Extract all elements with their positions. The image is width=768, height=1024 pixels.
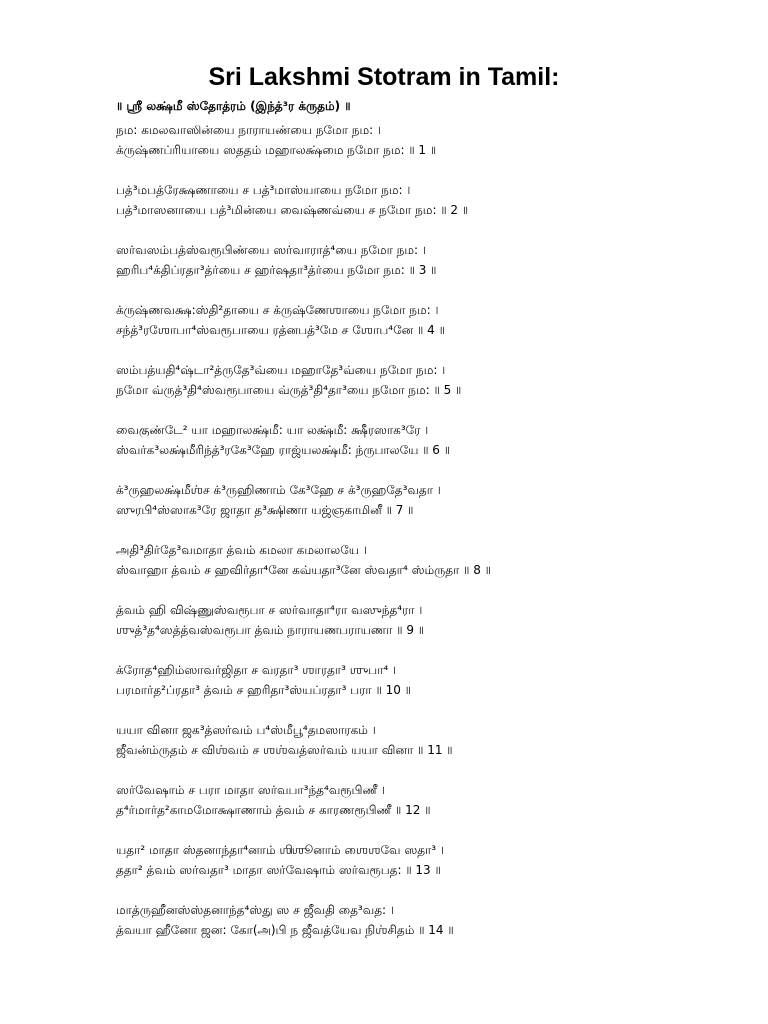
verse-line: ஸர்வேஷாம் ச பரா மாதா ஸர்வபா³ந்த⁴வரூபிணீ । (116, 783, 385, 797)
verse-line: க்ருஷ்ணப்ரியாயை ஸததம் மஹாலக்ஷ்மை நமோ நம: ॥ 1 ॥ (116, 143, 437, 157)
verse-11 (116, 720, 736, 780)
verse-line: க்³ருஹலக்ஷ்மீஶ்ச க்³ருஹிணாம் கே³ஹே ச க்³ருஹதே³வதா । (116, 483, 441, 497)
verse-line: வைகுண்டே² யா மஹாலக்ஷ்மீ: யா லக்ஷ்மீ: க்ஷீரஸாக³ரே । (116, 423, 429, 437)
verse-line: ஸர்வஸம்பத்ஸ்வரூபிண்யை ஸர்வாராத்⁴யை நமோ நம: । (116, 243, 426, 257)
verse-line: க்ரோத⁴ஹிம்ஸாவர்ஜிதா ச வரதா³ ஶாரதா³ ஶுபா⁴ । (116, 663, 397, 677)
verse-1 (116, 120, 736, 180)
verse-line: அதி³திர்தே³வமாதா த்வம் கமலா கமலாலயே । (116, 543, 367, 557)
verse-9 (116, 600, 736, 660)
verse-line: ஸ்வாஹா த்வம் ச ஹவிர்தா⁴னே கவ்யதா³னே ஸ்வதா⁴ ஸ்ம்ருதா ॥ 8 ॥ (116, 563, 491, 577)
verse-line: த⁴ர்மார்த²காமமோக்ஷாணாம் த்வம் ச காரணரூபிணீ ॥ 12 ॥ (116, 803, 431, 817)
page-title: Sri Lakshmi Stotram in Tamil: (208, 63, 560, 91)
verse-line: பத்³மபத்ரேக்ஷணாயை ச பத்³மாஸ்யாயை நமோ நம: । (116, 183, 411, 197)
verse-12 (116, 780, 736, 840)
verse-line: த்வம் ஹி விஷ்ணுஸ்வரூபா ச ஸர்வாதா⁴ரா வஸுந்த⁴ரா । (116, 603, 423, 617)
verse-line: ஹரிப⁴க்திப்ரதா³த்ர்யை ச ஹர்ஷதா³த்ர்யை நமோ நம: ॥ 3 ॥ (116, 263, 437, 277)
verse-8 (116, 540, 736, 600)
verse-4 (116, 300, 736, 360)
verse-line: ஸ்வர்க³லக்ஷ்மீரிந்த்³ரகே³ஹே ராஜ்யலக்ஷ்மீ: ந்ருபாலயே ॥ 6 ॥ (116, 443, 451, 457)
verse-7 (116, 480, 736, 540)
verse-line: ஸம்பத்யதி⁴ஷ்டா²த்ருதே³வ்யை மஹாதே³வ்யை நமோ நம: । (116, 363, 446, 377)
stotram-subtitle: ॥ ஶ்ரீ லக்ஷ்மீ ஸ்தோத்ரம் (இந்த்³ர க்ருதம்) ॥ (116, 99, 351, 113)
verse-line: த்வயா ஹீனோ ஜன: கோ(அ)பி ந ஜீவத்யேவ நிஶ்சிதம் ॥ 14 ॥ (116, 923, 454, 937)
verse-line: க்ருஷ்ணவக்ஷ:ஸ்தி²தாயை ச க்ருஷ்ணேஶாயை நமோ நம: । (116, 303, 439, 317)
verse-line: சந்த்³ரஶோபா⁴ஸ்வரூபாயை ரத்னபத்³மே ச ஶோப⁴னே ॥ 4 ॥ (116, 323, 445, 337)
verse-5 (116, 360, 736, 420)
verse-line: ஶுத்³த⁴ஸத்த்வஸ்வரூபா த்வம் நாராயணபராயணா ॥ 9 ॥ (116, 623, 425, 637)
verse-line: நம: கமலவாஸின்யை நாராயண்யை நமோ நம: । (116, 123, 381, 137)
verse-14 (116, 900, 736, 960)
verse-line: மாத்ருஹீனஸ்ஸ்தனாந்த⁴ஸ்து ஸ ச ஜீவதி தை³வத: । (116, 903, 394, 917)
verse-2 (116, 180, 736, 240)
verse-line: யயா வினா ஜக³த்ஸர்வம் ப⁴ஸ்மீபூ⁴தமஸாரகம் । (116, 723, 376, 737)
verse-line: நமோ வ்ருத்³தி⁴ஸ்வரூபாயை வ்ருத்³தி⁴தா³யை நமோ நம: ॥ 5 ॥ (116, 383, 462, 397)
verse-list (116, 120, 736, 960)
verse-line: பத்³மாஸனாயை பத்³மின்யை வைஷ்ணவ்யை ச நமோ நம: ॥ 2 ॥ (116, 203, 469, 217)
verse-13 (116, 840, 736, 900)
verse-line: பரமார்த²ப்ரதா³ த்வம் ச ஹரிதா³ஸ்யப்ரதா³ பரா ॥ 10 ॥ (116, 683, 411, 697)
verse-3 (116, 240, 736, 300)
verse-line: ஸுரபி⁴ஸ்ஸாக³ரே ஜாதா த³க்ஷிணா யஜ்ஞகாமினீ ॥ 7 ॥ (116, 503, 414, 517)
verse-line: ததா² த்வம் ஸர்வதா³ மாதா ஸர்வேஷாம் ஸர்வரூபத: ॥ 13 ॥ (116, 863, 441, 877)
verse-10 (116, 660, 736, 720)
verse-line: யதா² மாதா ஸ்தனாந்தா⁴னாம் ஶிஶூனாம் ஶைஶவே ஸதா³ । (116, 843, 444, 857)
verse-6 (116, 420, 736, 480)
verse-line: ஜீவன்ம்ருதம் ச விஶ்வம் ச ஶஶ்வத்ஸர்வம் யயா வினா ॥ 11 ॥ (116, 743, 453, 757)
